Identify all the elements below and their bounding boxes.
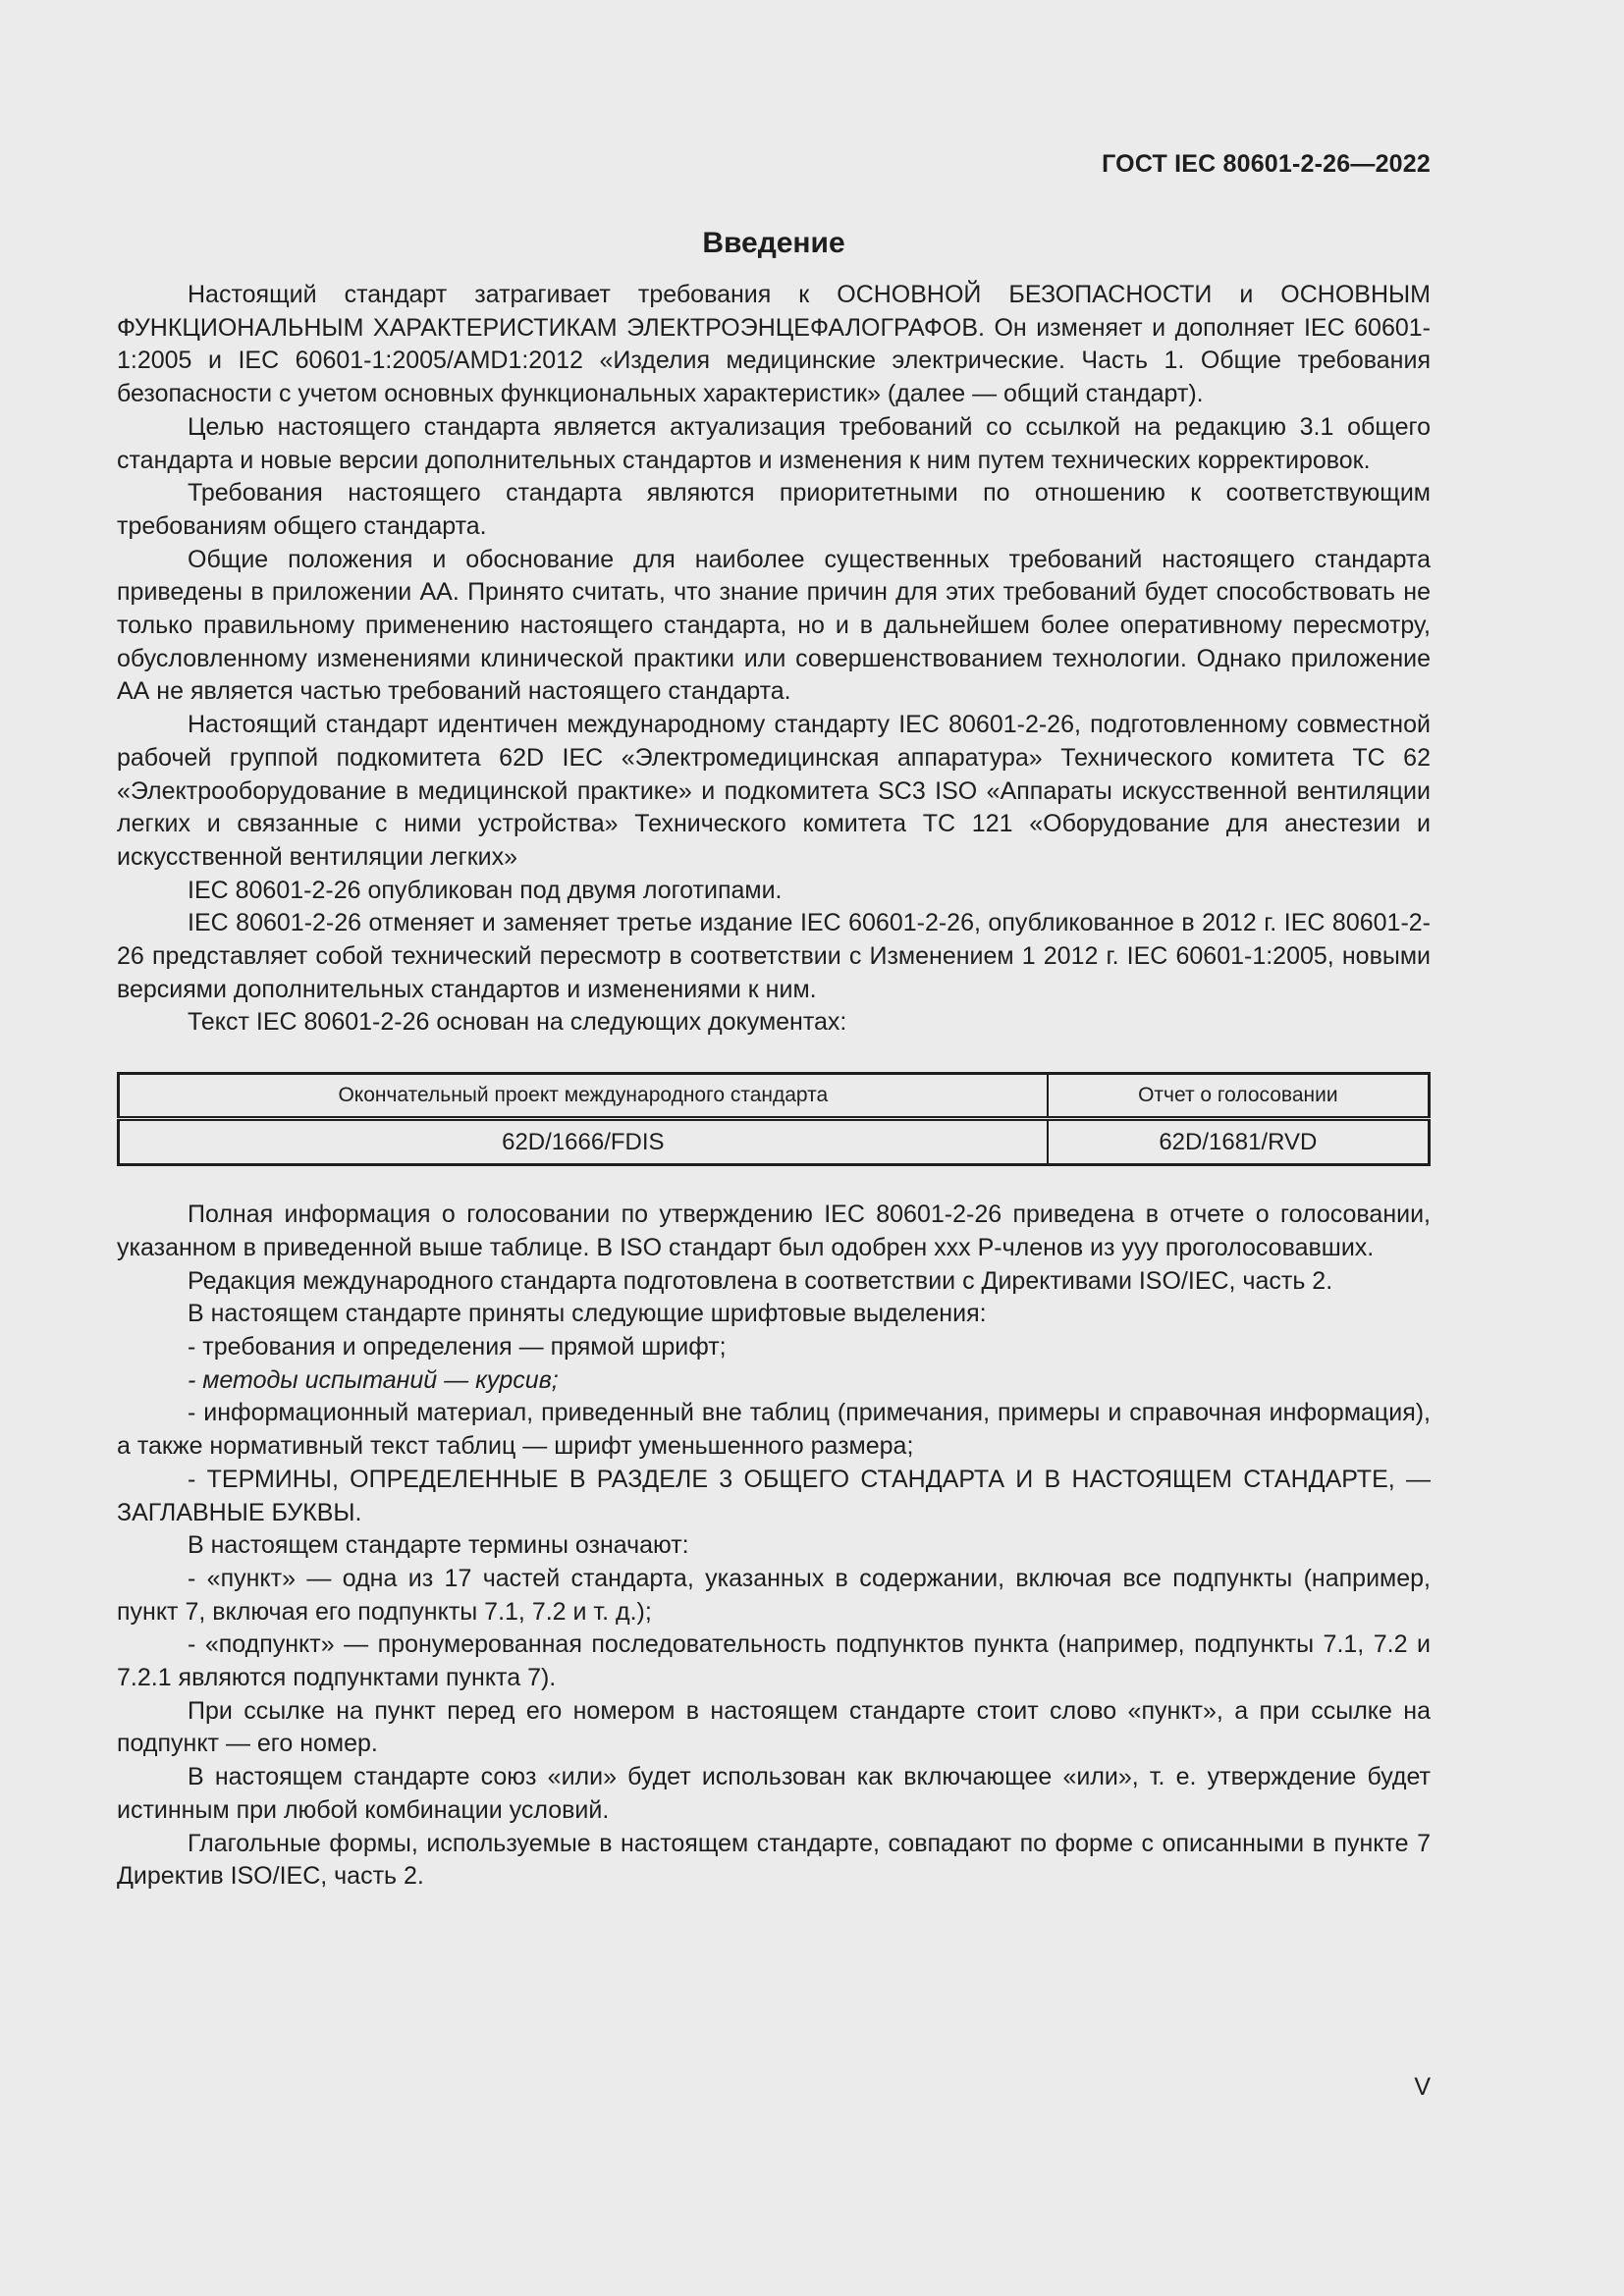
paragraph: Глагольные формы, используемые в настоящем стандарте, совпадают по форме с описанными в пункте 7 Директив ISO/IEC, часть 2. — [117, 1829, 1431, 1891]
paragraph: При ссылке на пункт перед его номером в настоящем стандарте стоит слово «пункт», а при ссылке на подпункт — его номер. — [117, 1696, 1431, 1758]
table-header-row — [119, 1074, 1430, 1119]
table-cell: 62D/1681/RVD — [1159, 1128, 1318, 1155]
documents-table — [117, 1072, 1431, 1166]
paragraph: Требования настоящего стандарта являются приоритетными по отношению к соответствующим требованиям общего стандарта. — [117, 479, 1431, 540]
list-item: - методы испытаний — курсив; — [188, 1365, 559, 1394]
page-title: Введение — [702, 227, 845, 259]
table-header-cell: Окончательный проект международного стандарта — [119, 1074, 1048, 1119]
list-item: - «подпункт» — пронумерованная последовательность подпунктов пункта (например, подпункты 7.1, 7.2 и 7.2.1 являются подпунктами пункта 7). — [117, 1630, 1431, 1692]
table-row — [119, 1119, 1430, 1165]
document-page — [117, 147, 1431, 1894]
list-item: - информационный материал, приведенный вне таблиц (примечания, примеры и справочная информация), а также нормативный текст таблиц — шрифт уменьшенного размера; — [117, 1399, 1431, 1461]
paragraph: Настоящий стандарт идентичен международному стандарту IEC 80601-2-26, подготовленному совместной рабочей группой подкомитета 62D IEC «Электромедицинская аппаратура» Технического комитета ТС 62 «Электрооборудование в медицинской практике» и подкомитета SC3 ISO «Аппараты искусственной вентиляции легких и связанные с ними устройства» Технического комитета ТС 121 «Оборудование для анестезии и искусственной вентиляции легких» — [117, 711, 1431, 871]
paragraph: IEC 80601-2-26 отменяет и заменяет третье издание IEC 60601-2-26, опубликованное в 2012 г. IEC 80601-2-26 представляет собой технический пересмотр в соответствии с Изменением 1 2012 г. IEC 60601-1:2005, новыми версиями дополнительных стандартов и изменениями к ним. — [117, 909, 1431, 1003]
paragraph: Полная информация о голосовании по утверждению IEC 80601-2-26 приведена в отчете о голосовании, указанном в приведенной выше таблице. В ISO стандарт был одобрен ххх Р-членов из ууу проголосовавших. — [117, 1201, 1431, 1261]
table-cell: 62D/1666/FDIS — [119, 1119, 1048, 1165]
paragraph: Настоящий стандарт затрагивает требования к ОСНОВНОЙ БЕЗОПАСНОСТИ и ОСНОВНЫМ ФУНКЦИОНАЛЬНЫМ ХАРАКТЕРИСТИКАМ ЭЛЕКТРОЭНЦЕФАЛОГРАФОВ. Он изменяет и дополняет IEC 60601-1:2005 и IEC 60601-1:2005/AMD1:2012 «Изделия медицинские электрические. Часть 1. Общие требования безопасности с учетом основных функциональных характеристик» (далее — общий стандарт). — [117, 281, 1431, 408]
document-code-header: ГОСТ IEC 80601-2-26—2022 — [1102, 150, 1431, 178]
paragraph: В настоящем стандарте термины означают: — [188, 1531, 689, 1560]
paragraph: Целью настоящего стандарта является актуализация требований со ссылкой на редакцию 3.1 общего стандарта и новые версии дополнительных стандартов и изменения к ним путем технических корректировок. — [117, 412, 1431, 474]
table-header-cell: Отчет о голосовании — [1048, 1074, 1430, 1119]
paragraph: В настоящем стандарте приняты следующие шрифтовые выделения: — [188, 1300, 987, 1328]
paragraph: В настоящем стандарте союз «или» будет использован как включающее «или», т. е. утверждение будет истинным при любой комбинации условий. — [117, 1763, 1431, 1824]
page-number: V — [1414, 2073, 1431, 2101]
paragraph: Редакция международного стандарта подготовлена в соответствии с Директивами ISO/IEC, часть 2. — [188, 1266, 1333, 1295]
paragraph: Текст IEC 80601-2-26 основан на следующих документах: — [188, 1008, 847, 1037]
list-item: - ТЕРМИНЫ, ОПРЕДЕЛЕННЫЕ В РАЗДЕЛЕ 3 ОБЩЕГО СТАНДАРТА И В НАСТОЯЩЕМ СТАНДАРТЕ, — ЗАГЛАВНЫЕ БУКВЫ. — [117, 1465, 1431, 1526]
list-item: - требования и определения — прямой шрифт; — [188, 1332, 727, 1361]
paragraph: Общие положения и обоснование для наиболее существенных требований настоящего стандарта приведены в приложении АА. Принято считать, что знание причин для этих требований будет способствовать не только правильному применению настоящего стандарта, но и в дальнейшем более оперативному пересмотру, обусловленному изменениями клинической практики или совершенствованием технологии. Однако приложение АА не является частью требований настоящего стандарта. — [117, 545, 1431, 706]
list-item: - «пункт» — одна из 17 частей стандарта, указанных в содержании, включая все подпункты (например, пункт 7, включая его подпункты 7.1, 7.2 и т. д.); — [117, 1564, 1431, 1626]
paragraph: IEC 80601-2-26 опубликован под двумя логотипами. — [188, 876, 783, 904]
